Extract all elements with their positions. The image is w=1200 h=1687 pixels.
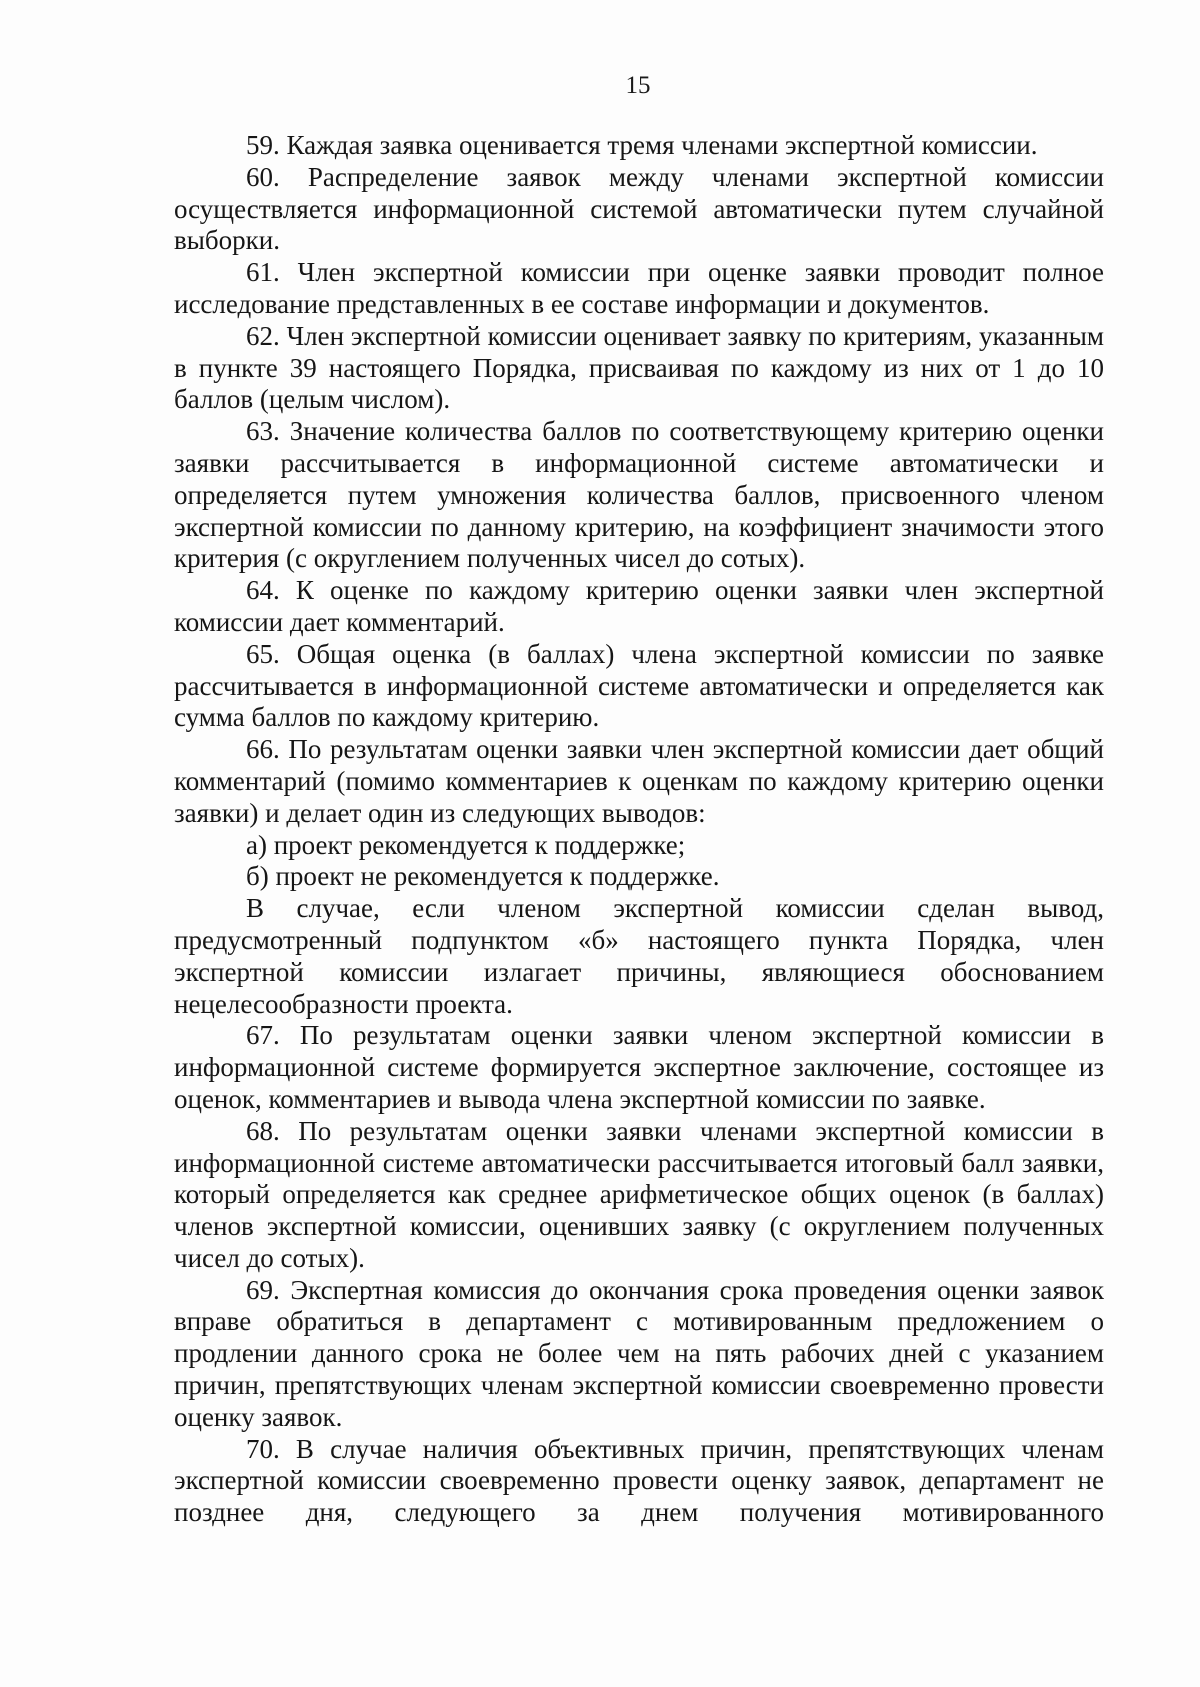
paragraph-60: 60. Распределение заявок между членами экспертной комиссии осуществляется информационной системой автоматически путем случайной выборки. <box>174 161 1104 256</box>
paragraph-65: 65. Общая оценка (в баллах) члена экспертной комиссии по заявке рассчитывается в информационной системе автоматически и определяется как сумма баллов по каждому критерию. <box>174 638 1104 733</box>
paragraph-63: 63. Значение количества баллов по соответствующему критерию оценки заявки рассчитывается в информационной системе автоматически и определяется путем умножения количества баллов, присвоенного членом экспертной комиссии по данному критерию, на коэффициент значимости этого критерия (с округлением полученных чисел до сотых). <box>174 416 1104 574</box>
paragraph-66: 66. По результатам оценки заявки член экспертной комиссии дает общий комментарий (помимо комментариев к оценкам по каждому критерию оценки заявки) и делает один из следующих выводов: <box>174 734 1104 828</box>
paragraph-59: 59. Каждая заявка оценивается тремя членами экспертной комиссии. <box>246 130 1038 160</box>
paragraph-67: 67. По результатам оценки заявки членом экспертной комиссии в информационной системе формируется экспертное заключение, состоящее из оценок, комментариев и вывода члена экспертной комиссии по заявке. <box>174 1020 1104 1114</box>
paragraph-68: 68. По результатам оценки заявки членами экспертной комиссии в информационной системе автоматически рассчитывается итоговый балл заявки, который определяется как среднее арифметическое общих оценок (в баллах) членов экспертной комиссии, оценивших заявку (с округлением полученных чисел до сотых). <box>174 1115 1104 1273</box>
document-body <box>174 130 1104 1529</box>
page-number: 15 <box>625 72 651 99</box>
paragraph-69: 69. Экспертная комиссия до окончания срока проведения оценки заявок вправе обратиться в департамент с мотивированным предложением о продлении данного срока не более чем на пять рабочих дней с указанием причин, препятствующих членам экспертной комиссии своевременно провести оценку заявок. <box>174 1274 1104 1432</box>
paragraph-64: 64. К оценке по каждому критерию оценки заявки член экспертной комиссии дает комментарий. <box>174 575 1104 637</box>
list-item-a: а) проект рекомендуется к поддержке; <box>246 829 686 860</box>
paragraph-61: 61. Член экспертной комиссии при оценке заявки проводит полное исследование представленных в ее составе информации и документов. <box>174 257 1104 319</box>
paragraph-70: 70. В случае наличия объективных причин, препятствующих членам экспертной комиссии своевременно провести оценку заявок, департамент не позднее дня, следующего за днем получения мотивированного <box>174 1433 1104 1528</box>
paragraph-66-note: В случае, если членом экспертной комиссии сделан вывод, предусмотренный подпунктом «б» настоящего пункта Порядка, член экспертной комиссии излагает причины, являющиеся обоснованием нецелесообразности проекта. <box>174 893 1104 1019</box>
list-item-b: б) проект не рекомендуется к поддержке. <box>246 861 720 892</box>
paragraph-62: 62. Член экспертной комиссии оценивает заявку по критериям, указанным в пункте 39 настоящего Порядка, присваивая по каждому из них от 1 до 10 баллов (целым числом). <box>174 320 1104 415</box>
